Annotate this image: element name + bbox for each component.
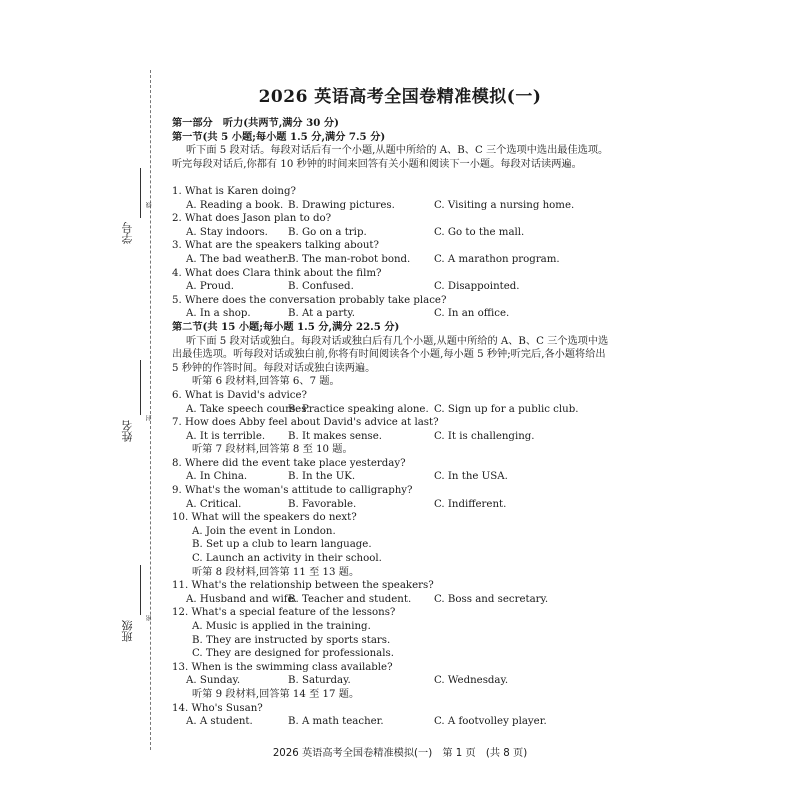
exam-content	[172, 117, 612, 729]
options-row	[172, 430, 612, 444]
class-underline	[140, 565, 141, 615]
option-c: C. It is challenging.	[434, 430, 535, 442]
option-a: A. A student.	[186, 716, 253, 728]
option-c: C. Visiting a nursing home.	[434, 199, 575, 211]
question: 12. What's a special feature of the lessons?	[172, 607, 396, 619]
option-a: A. Sunday.	[186, 675, 241, 687]
option-a: A. Critical.	[186, 498, 242, 510]
option-c: C. Boss and secretary.	[434, 593, 549, 605]
options-row	[172, 715, 612, 729]
question: 10. What will the speakers do next?	[172, 512, 357, 524]
option-a: A. In China.	[186, 471, 248, 483]
option-c: C. They are designed for professionals.	[192, 648, 394, 660]
option-c: C. Disappointed.	[434, 281, 520, 293]
option-a: A. Take speech courses.	[186, 403, 310, 415]
option-b: B. Set up a club to learn language.	[192, 539, 372, 551]
id-label: 学号	[121, 222, 134, 244]
option-b: B. A math teacher.	[288, 716, 384, 728]
question: 13. When is the swimming class available?	[172, 661, 393, 673]
option-a: A. It is terrible.	[186, 430, 266, 442]
section-heading: 第一节(共 5 小题;每小题 1.5 分,满分 7.5 分)	[172, 130, 386, 143]
options-row	[172, 253, 612, 267]
option-b: B. Go on a trip.	[288, 226, 367, 238]
page-title: 2026 英语高考全国卷精准模拟(一)	[258, 87, 542, 107]
binding-margin	[0, 0, 160, 800]
option-b: B. The man-robot bond.	[288, 253, 411, 265]
option-c: C. Launch an activity in their school.	[192, 553, 382, 565]
option-b: B. In the UK.	[288, 471, 356, 483]
option-a: A. Join the event in London.	[192, 525, 336, 537]
name-underline	[140, 360, 141, 415]
option-b: B. At a party.	[288, 308, 355, 320]
page-footer: 2026 英语高考全国卷精准模拟(一) 第 1 页 (共 8 页)	[272, 748, 528, 759]
options-row	[172, 470, 612, 484]
material-note: 听第 7 段材料,回答第 8 至 10 题。	[192, 444, 353, 456]
seal-char: 封	[146, 415, 153, 421]
option-b: B. Practice speaking alone.	[288, 403, 429, 415]
option-b: B. Favorable.	[288, 498, 357, 510]
options-row	[172, 199, 612, 213]
option-a: A. Husband and wife.	[186, 593, 297, 605]
question: 14. Who's Susan?	[172, 702, 263, 714]
option-b: B. Confused.	[288, 281, 354, 293]
question: 1. What is Karen doing?	[172, 185, 296, 197]
option-c: C. Indifferent.	[434, 498, 507, 510]
section-instructions: 听下面 5 段对话或独白。每段对话或独白后有几个小题,从题中所给的 A、B、C 三个选项中选出最佳选项。听每段对话或独白前,你将有时间阅读各个小题,每小题 5 秒钟;听完后,各小题将给出 5 秒钟的作答时间。每段对话或独白读两遍。	[172, 335, 609, 374]
options-row	[172, 280, 612, 294]
option-b: B. Saturday.	[288, 675, 351, 687]
option-c: C. Go to the mall.	[434, 226, 525, 238]
question: 2. What does Jason plan to do?	[172, 213, 332, 225]
question: 5. Where does the conversation probably take place?	[172, 294, 447, 306]
option-a: A. The bad weather.	[186, 253, 290, 265]
cut-line	[150, 70, 151, 750]
question: 8. Where did the event take place yesterday?	[172, 457, 406, 469]
option-c: C. A marathon program.	[434, 253, 560, 265]
question: 6. What is David's advice?	[172, 389, 307, 401]
options-row	[172, 226, 612, 240]
options-row	[172, 593, 612, 607]
material-note: 听第 6 段材料,回答第 6、7 题。	[192, 376, 340, 388]
option-a: A. Proud.	[186, 281, 235, 293]
material-note: 听第 9 段材料,回答第 14 至 17 题。	[192, 688, 360, 700]
options-row	[172, 307, 612, 321]
section-instructions: 听下面 5 段对话。每段对话后有一个小题,从题中所给的 A、B、C 三个选项中选出最佳选项。听完每段对话后,你都有 10 秒钟的时间来回答有关小题和阅读下一小题。每段对话读两遍。	[172, 145, 609, 170]
question: 7. How does Abby feel about David's advice at last?	[172, 417, 439, 429]
option-c: C. Wednesday.	[434, 675, 509, 687]
option-c: C. Sign up for a public club.	[434, 403, 579, 415]
material-note: 听第 8 段材料,回答第 11 至 13 题。	[192, 566, 360, 578]
class-label: 班级	[121, 620, 134, 642]
question: 11. What's the relationship between the speakers?	[172, 580, 434, 592]
section-heading: 第二节(共 15 小题;每小题 1.5 分,满分 22.5 分)	[172, 320, 400, 333]
question: 4. What does Clara think about the film?	[172, 267, 382, 279]
option-b: B. Teacher and student.	[288, 593, 412, 605]
question: 3. What are the speakers talking about?	[172, 240, 379, 252]
option-a: A. Reading a book.	[186, 199, 284, 211]
option-a: A. Stay indoors.	[186, 226, 268, 238]
option-b: B. They are instructed by sports stars.	[192, 634, 391, 646]
seal-char: 线	[146, 202, 153, 208]
part-heading: 第一部分 听力(共两节,满分 30 分)	[172, 117, 339, 129]
id-underline	[140, 168, 141, 218]
option-c: C. In an office.	[434, 308, 510, 320]
option-a: A. In a shop.	[186, 308, 251, 320]
options-row	[172, 403, 612, 417]
option-c: C. In the USA.	[434, 471, 508, 483]
question: 9. What's the woman's attitude to calligraphy?	[172, 485, 413, 497]
option-b: B. It makes sense.	[288, 430, 383, 442]
options-row	[172, 674, 612, 688]
options-row	[172, 498, 612, 512]
name-label: 姓名	[121, 420, 134, 442]
option-a: A. Music is applied in the training.	[192, 621, 371, 632]
option-b: B. Drawing pictures.	[288, 199, 395, 211]
seal-char: 密	[146, 615, 153, 621]
option-c: C. A footvolley player.	[434, 716, 547, 728]
